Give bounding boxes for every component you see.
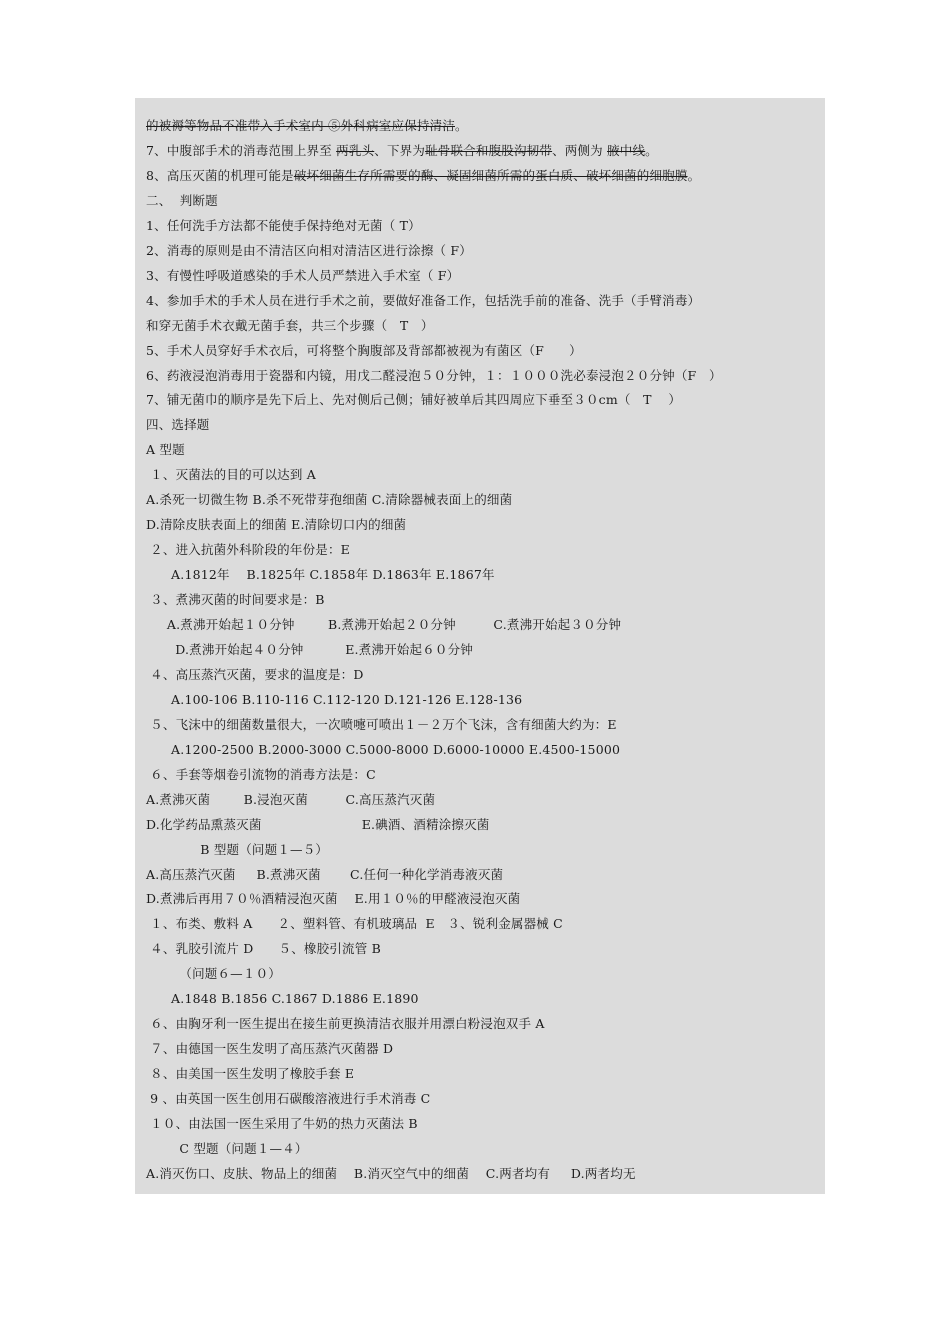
text-segment: A.煮沸灭菌 B.浸泡灭菌 C.高压蒸汽灭菌 xyxy=(146,791,436,807)
text-line xyxy=(146,567,495,583)
text-line xyxy=(146,118,468,134)
text-line xyxy=(146,867,503,883)
text-segment: 7、铺无菌巾的顺序是先下后上、先对侧后己侧；铺好被单后其四周应下垂至３０cm（ T ） xyxy=(146,392,682,408)
text-segment: １、灭菌法的目的可以达到 A xyxy=(146,467,316,483)
text-line xyxy=(146,417,210,433)
text-segment: 4、参加手术的手术人员在进行手术之前，要做好准备工作，包括洗手前的准备、洗手（手臂消毒） xyxy=(146,292,701,308)
text-line xyxy=(146,1041,393,1057)
text-line xyxy=(146,368,722,384)
text-line xyxy=(146,916,563,932)
text-line xyxy=(146,842,328,858)
text-line xyxy=(146,667,364,683)
text-segment: A.100-106 B.110-116 C.112-120 D.121-126 E.128-136 xyxy=(146,691,523,707)
text-segment: ５、飞沫中的细菌数量很大，一次喷嚏可喷出１－２万个飞沫，含有细菌大约为：E xyxy=(146,716,617,732)
text-segment: D.清除皮肤表面上的细菌 E.清除切口内的细菌 xyxy=(146,517,407,533)
text-segment: （问题６—１０） xyxy=(146,966,281,982)
text-line xyxy=(146,1166,636,1182)
text-segment: 、两侧为 xyxy=(552,142,608,158)
text-line xyxy=(146,966,281,982)
text-segment: １０、由法国一医生采用了牛奶的热力灭菌法 B xyxy=(146,1116,418,1131)
text-line xyxy=(146,991,419,1007)
strikethrough-answer: 破坏细菌生存所需要的酶、凝固细菌所需的蛋白质、破坏细菌的细胞膜 xyxy=(293,167,688,183)
strikethrough-answer: 两乳头 xyxy=(336,142,375,158)
text-segment: 3、有慢性呼吸道感染的手术人员严禁进入手术室（ F） xyxy=(146,267,460,283)
text-segment: 9 、由英国一医生创用石碳酸溶液进行手术消毒 C xyxy=(146,1091,431,1107)
text-line xyxy=(146,941,381,957)
text-segment: 7、中腹部手术的消毒范围上界至 xyxy=(146,142,337,158)
text-segment: ３、煮沸灭菌的时间要求是：B xyxy=(146,592,325,608)
text-segment: A.1848 B.1856 C.1867 D.1886 E.1890 xyxy=(146,991,419,1007)
text-segment: 和穿无菌手术衣戴无菌手套，共三个步骤（ T ） xyxy=(146,317,434,333)
text-segment: D.煮沸开始起４０分钟 E.煮沸开始起６０分钟 xyxy=(146,641,473,657)
text-segment: ８、由美国一医生发明了橡胶手套 E xyxy=(146,1066,355,1082)
text-line xyxy=(146,392,681,408)
text-segment: 5、手术人员穿好手术衣后，可将整个胸腹部及背部都被视为有菌区（F ） xyxy=(146,342,582,358)
text-segment: ４、乳胶引流片 D ５、橡胶引流管 B xyxy=(146,941,381,957)
text-segment: 二、 判断题 xyxy=(146,192,218,208)
text-line xyxy=(146,243,472,259)
text-line xyxy=(146,1016,545,1032)
text-segment: C 型题（问题１—４） xyxy=(146,1140,308,1156)
text-line xyxy=(146,642,473,658)
text-line xyxy=(146,1066,354,1082)
text-line xyxy=(146,542,350,558)
text-line xyxy=(146,442,185,458)
text-line xyxy=(146,467,316,483)
text-line xyxy=(146,767,376,783)
text-line xyxy=(146,268,459,284)
text-line xyxy=(146,617,621,633)
text-line xyxy=(146,1141,308,1157)
text-line xyxy=(146,168,700,184)
text-line xyxy=(146,692,522,708)
text-segment: D.化学药品熏蒸灭菌 E.碘酒、酒精涂擦灭菌 xyxy=(146,816,490,832)
text-segment: A.煮沸开始起１０分钟 B.煮沸开始起２０分钟 C.煮沸开始起３０分钟 xyxy=(146,617,622,632)
text-segment: ４、高压蒸汽灭菌，要求的温度是：D xyxy=(146,666,364,682)
text-line xyxy=(146,492,512,508)
text-segment: 、下界为 xyxy=(374,142,426,158)
text-segment: A.1812年 B.1825年 C.1858年 D.1863年 E.1867年 xyxy=(146,567,495,583)
strikethrough-answer: 腋中线 xyxy=(607,142,646,158)
text-segment: 1、任何洗手方法都不能使手保持绝对无菌（ T） xyxy=(146,217,421,233)
text-line xyxy=(146,1091,430,1107)
text-line xyxy=(146,218,421,234)
text-line xyxy=(146,592,325,608)
text-segment: 。 xyxy=(687,167,701,183)
text-segment: A.杀死一切微生物 B.杀不死带芽孢细菌 C.清除器械表面上的细菌 xyxy=(146,492,513,508)
text-segment: 四、选择题 xyxy=(146,417,210,433)
text-line xyxy=(146,343,582,359)
text-segment: ６、手套等烟卷引流物的消毒方法是：C xyxy=(146,766,376,782)
text-segment: D.煮沸后再用７０％酒精浸泡灭菌 E.用１０％的甲醛液浸泡灭菌 xyxy=(146,891,521,907)
text-line xyxy=(146,318,434,334)
text-segment: ７、由德国一医生发明了高压蒸汽灭菌器 D xyxy=(146,1041,394,1057)
text-line xyxy=(146,891,520,907)
text-segment: １、布类、敷料 A ２、塑料管、有机玻璃品 E ３、锐利金属器械 C xyxy=(146,916,563,932)
text-segment: 8、高压灭菌的机理可能是 xyxy=(146,167,294,183)
text-line xyxy=(146,143,658,159)
text-segment: A.消灭伤口、皮肤、物品上的细菌 B.消灭空气中的细菌 C.两者均有 D.两者均无 xyxy=(146,1165,636,1181)
text-line xyxy=(146,517,406,533)
text-segment: 6、药液浸泡消毒用于瓷器和内镜，用戊二醛浸泡５０分钟，１：１０００洗必泰浸泡２０分钟（F ） xyxy=(146,367,722,383)
text-line xyxy=(146,817,490,833)
text-line xyxy=(146,792,435,808)
text-segment: 。 xyxy=(454,118,468,133)
text-line xyxy=(146,717,617,733)
text-segment: ２、进入抗菌外科阶段的年份是：E xyxy=(146,542,350,558)
text-segment: 2、消毒的原则是由不清洁区向相对清洁区进行涂擦（ F） xyxy=(146,242,473,258)
text-segment: A 型题 xyxy=(146,442,185,458)
text-line xyxy=(146,193,218,209)
text-line xyxy=(146,293,700,309)
text-line xyxy=(146,1116,418,1132)
text-segment: A.1200-2500 B.2000-3000 C.5000-8000 D.6000-10000 E.4500-15000 xyxy=(146,741,621,757)
text-segment: A.高压蒸汽灭菌 B.煮沸灭菌 C.任何一种化学消毒液灭菌 xyxy=(146,866,504,882)
text-segment: 。 xyxy=(645,142,658,158)
text-segment: B 型题（问题１—５） xyxy=(146,841,329,857)
strikethrough-answer: 的被褥等物品不准带入手术室内 ⑤外科病室应保持清洁 xyxy=(146,118,455,133)
text-line xyxy=(146,742,620,758)
text-segment: ６、由胸牙利一医生提出在接生前更换清洁衣服并用漂白粉浸泡双手 A xyxy=(146,1016,545,1032)
strikethrough-answer: 耻骨联合和腹股沟韧带 xyxy=(425,142,553,158)
